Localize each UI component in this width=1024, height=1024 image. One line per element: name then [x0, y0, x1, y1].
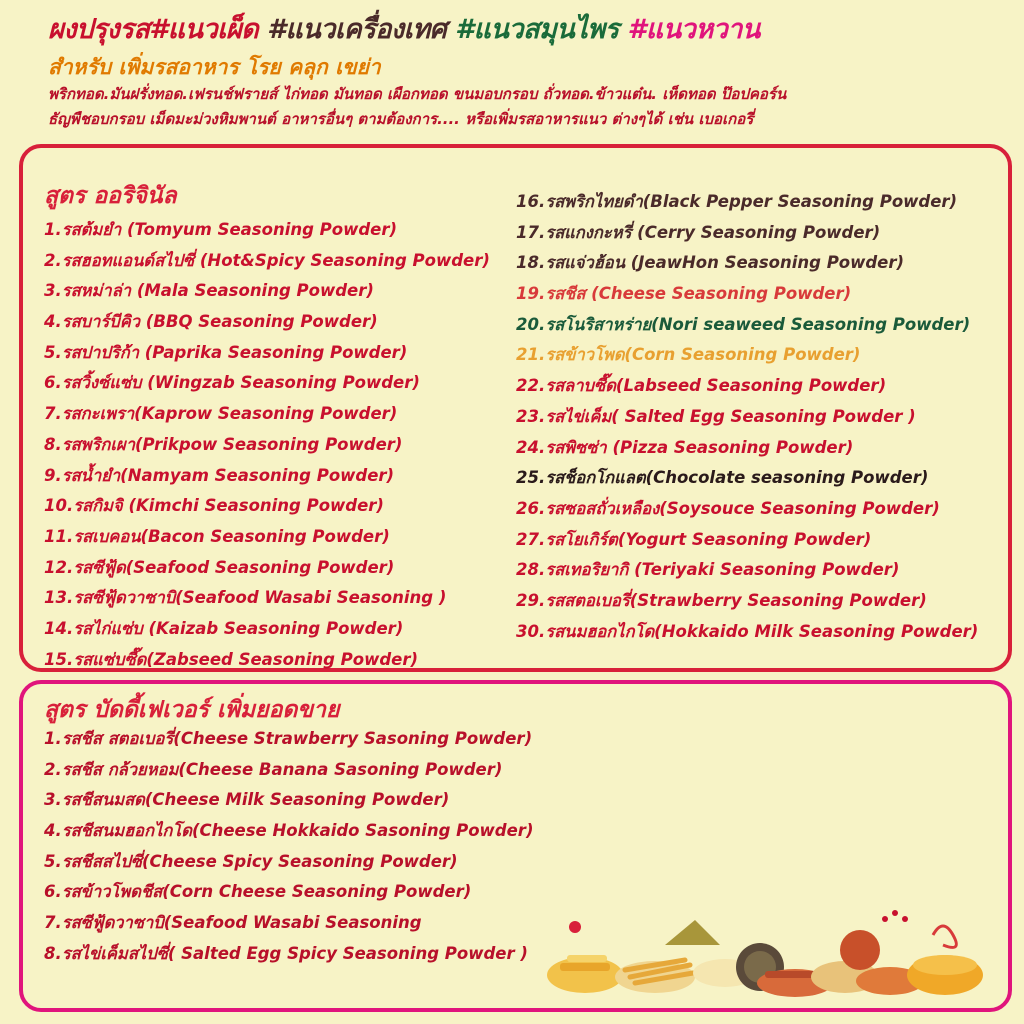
flavor-item-8: 8.รสพริกเผา(Prikpow Seasoning Powder)	[44, 434, 403, 454]
buddy-flavor-item-1: 1.รสชีส สตอเบอรี่(Cheese Strawberry Sasoning Powder)	[44, 729, 533, 748]
flavor-item-9: 9.รสน้ำยำ(Namyam Seasoning Powder)	[44, 465, 395, 485]
description-line-2: ธัญพืชอบกรอบ เม็ดมะม่วงหิมพานต์ อาหารอื่นๆ ตามต้องการ.... หรือเพิ่มรสอาหารแนว ต่างๆได้ เช่น เบอเกอรี่	[48, 110, 754, 128]
flavor-item-9: 24.รสพิซซ่า (Pizza Seasoning Powder)	[516, 437, 854, 457]
flavor-item-13: 13.รสซีฟู้ดวาซาบิ(Seafood Wasabi Seasoning )	[44, 588, 447, 608]
flavor-item-12: 12.รสซีฟู้ด(Seafood Seasoning Powder)	[44, 557, 395, 577]
original-section-title: สูตร ออริจินัล	[44, 183, 177, 209]
title-hashtag-sweet: #แนวหวาน	[618, 14, 760, 45]
flavor-item-11: 26.รสซอสถั่วเหลือง(Soysouce Seasoning Powder)	[516, 498, 940, 518]
flavor-item-7: 22.รสลาบซี๊ด(Labseed Seasoning Powder)	[516, 376, 887, 396]
flavor-item-6: 6.รสวิ้งซ์แซ่บ (Wingzab Seasoning Powder)	[44, 373, 420, 393]
flavor-item-8: 23.รสไข่เค็ม( Salted Egg Seasoning Powder )	[516, 406, 916, 426]
header	[48, 10, 1008, 132]
flavor-item-3: 3.รสหม่าล่า (Mala Seasoning Powder)	[44, 281, 374, 301]
buddy-flavor-item-6: 6.รสข้าวโพดชีส(Corn Cheese Seasoning Powder)	[44, 882, 472, 902]
flavor-item-4: 19.รสชีส (Cheese Seasoning Powder)	[516, 284, 852, 304]
buddy-flavor-list	[44, 724, 533, 970]
snack-food-illustration	[545, 905, 985, 1005]
buddy-flavor-item-4: 4.รสชีสนมฮอกไกโด(Cheese Hokkaido Sasoning Powder)	[44, 821, 534, 841]
flavor-item-3: 18.รสแจ่วฮ้อน (JeawHon Seasoning Powder)	[516, 253, 905, 273]
buddy-flavor-item-2: 2.รสชีส กล้วยหอม(Cheese Banana Sasoning Powder)	[44, 759, 503, 779]
flavor-item-2: 2.รสฮอทแอนด์สไปซี่ (Hot&Spicy Seasoning Powder)	[44, 250, 490, 270]
flavor-item-15: 15.รสแซ่บซี๊ด(Zabseed Seasoning Powder)	[44, 649, 419, 669]
flavor-item-6: 21.รสข้าวโพด(Corn Seasoning Powder)	[516, 345, 861, 365]
flavor-item-1: 16.รสพริกไทยดำ(Black Pepper Seasoning Powder)	[516, 192, 958, 211]
flavor-item-5: 5.รสปาปริก้า (Paprika Seasoning Powder)	[44, 342, 408, 362]
original-right-list	[516, 187, 978, 647]
flavor-item-12: 27.รสโยเกิร์ต(Yogurt Seasoning Powder)	[516, 529, 872, 549]
flavor-item-5: 20.รสโนริสาหร่าย(Nori seaweed Seasoning Powder)	[516, 314, 971, 334]
title-hashtag-spicy: ผงปรุงรส#แนวเผ็ด	[48, 14, 259, 45]
buddy-flavor-item-5: 5.รสชีสสไปซี่(Cheese Spicy Seasoning Powder)	[44, 851, 458, 871]
buddy-flavor-item-7: 7.รสซีฟู้ดวาซาบิ(Seafood Wasabi Seasoning	[44, 913, 422, 933]
flavor-item-10: 25.รสช็อกโกแลต(Chocolate seasoning Powder)	[516, 468, 929, 488]
description-line-1: พริกทอด.มันฝรั่งทอด.เฟรนช์ฟรายส์ ไก่ทอด มันทอด เผือกทอด ขนมอบกรอบ ถั่วทอด.ข้าวแต๋น. เห็ดทอด ป๊อปคอร์น	[48, 85, 787, 103]
buddy-flavor-item-3: 3.รสชีสนมสด(Cheese Milk Seasoning Powder)	[44, 790, 450, 810]
original-recipe-box	[19, 144, 1012, 672]
flavor-item-10: 10.รสกิมจิ (Kimchi Seasoning Powder)	[44, 496, 384, 516]
flavor-item-11: 11.รสเบคอน(Bacon Seasoning Powder)	[44, 526, 390, 546]
original-left-list	[44, 215, 490, 675]
flavor-item-14: 14.รสไก่แซ่บ (Kaizab Seasoning Powder)	[44, 618, 404, 638]
buddy-flavor-item-8: 8.รสไข่เค็มสไปซี่( Salted Egg Spicy Seasoning Powder )	[44, 943, 528, 963]
title-hashtag-herb: #แนวสมุนไพร	[446, 14, 619, 45]
subtitle: สำหรับ เพิ่มรสอาหาร โรย คลุก เขย่า	[48, 55, 381, 79]
page-title	[48, 10, 1008, 50]
flavor-item-14: 29.รสสตอเบอรี่(Strawberry Seasoning Powder)	[516, 590, 927, 610]
flavor-item-7: 7.รสกะเพรา(Kaprow Seasoning Powder)	[44, 404, 398, 424]
flavor-item-15: 30.รสนมฮอกไกโด(Hokkaido Milk Seasoning Powder)	[516, 621, 979, 641]
flavor-item-1: 1.รสต้มยำ (Tomyum Seasoning Powder)	[44, 220, 398, 239]
flavor-item-13: 28.รสเทอริยากิ (Teriyaki Seasoning Powder)	[516, 560, 900, 580]
title-hashtag-spice: #แนวเครื่องเทศ	[258, 14, 447, 45]
flavor-item-2: 17.รสแกงกะหรี่ (Cerry Seasoning Powder)	[516, 222, 881, 242]
flavor-item-4: 4.รสบาร์บีคิว (BBQ Seasoning Powder)	[44, 312, 378, 332]
buddy-section-title: สูตร บัดดี้เฟเวอร์ เพิ่มยอดขาย	[44, 697, 340, 723]
